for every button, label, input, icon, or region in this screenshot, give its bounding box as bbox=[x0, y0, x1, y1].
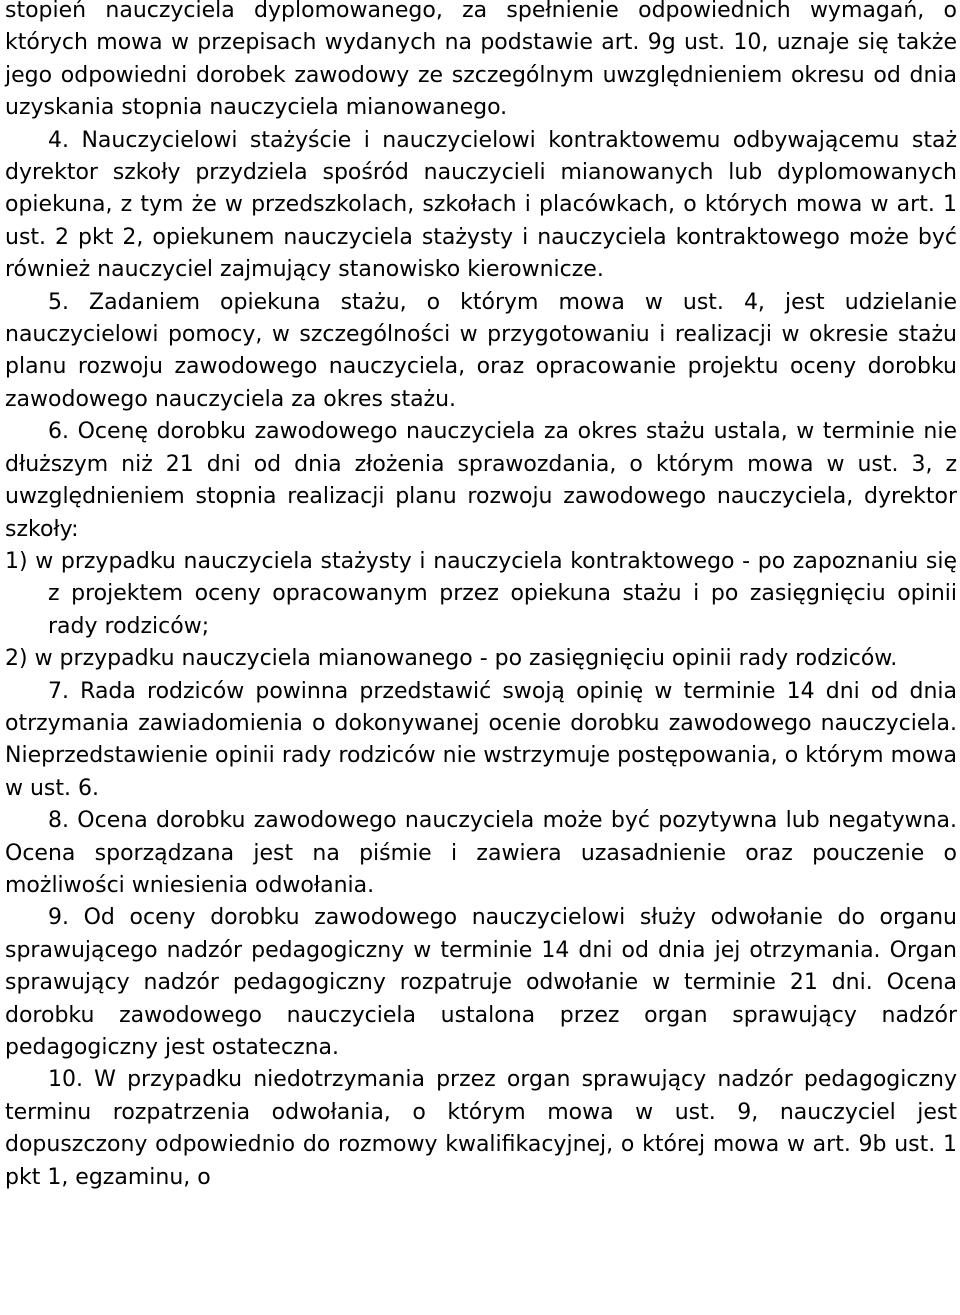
paragraph-6-item-1: 1) w przypadku nauczyciela stażysty i nauczyciela kontraktowego - po zapoznaniu się z projektem oceny opracowanym przez opiekuna stażu i po zasięgnięciu opinii rady rodziców; bbox=[5, 548, 957, 639]
paragraph-continuation: stopień nauczyciela dyplomowanego, za spełnienie odpowiednich wymagań, o których mowa w przepisach wydanych na podstawie art. 9g ust. 10, uznaje się także jego odpowiedni dorobek zawodowy ze szczególnym uwzględnieniem okresu od dnia uzyskania stopnia nauczyciela mianowanego. bbox=[5, 0, 957, 121]
paragraph-6: 6. Ocenę dorobku zawodowego nauczyciela za okres stażu ustala, w terminie nie dłuższym niż 21 dni od dnia złożenia sprawozdania, o którym mowa w ust. 3, z uwzględnieniem stopnia realizacji planu rozwoju zawodowego nauczyciela, dyrektor szkoły: bbox=[5, 419, 957, 542]
paragraph-8: 8. Ocena dorobku zawodowego nauczyciela może być pozytywna lub negatywna. Ocena sporządzana jest na piśmie i zawiera uzasadnienie oraz pouczenie o możliwości wniesienia odwołania. bbox=[5, 808, 957, 898]
paragraph-5: 5. Zadaniem opiekuna stażu, o którym mowa w ust. 4, jest udzielanie nauczycielowi pomocy, w szczególności w przygotowaniu i realizacji w okresie stażu planu rozwoju zawodowego nauczyciela, oraz opracowanie projektu oceny dorobku zawodowego nauczyciela za okres stażu. bbox=[5, 289, 957, 412]
paragraph-4: 4. Nauczycielowi stażyście i nauczycielowi kontraktowemu odbywającemu staż dyrektor szkoły przydziela spośród nauczycieli mianowanych lub dyplomowanych opiekuna, z tym że w przedszkolach, szkołach i placówkach, o których mowa w art. 1 ust. 2 pkt 2, opiekunem nauczyciela stażysty i nauczyciela kontraktowego może być również nauczyciel zajmujący stanowisko kierownicze. bbox=[5, 127, 957, 283]
paragraph-6-item-2: 2) w przypadku nauczyciela mianowanego - po zasięgnięciu opinii rady rodziców. bbox=[5, 646, 898, 672]
paragraph-7: 7. Rada rodziców powinna przedstawić swoją opinię w terminie 14 dni od dnia otrzymania zawiadomienia o dokonywanej ocenie dorobku zawodowego nauczyciela. Nieprzedstawienie opinii rady rodziców nie wstrzymuje postępowania, o którym mowa w ust. 6. bbox=[5, 678, 957, 801]
paragraph-10: 10. W przypadku niedotrzymania przez organ sprawujący nadzór pedagogiczny terminu rozpatrzenia odwołania, o którym mowa w ust. 9, nauczyciel jest dopuszczony odpowiednio do rozmowy kwalifikacyjnej, o której mowa w art. 9b ust. 1 pkt 1, egzaminu, o bbox=[5, 1067, 957, 1190]
paragraph-9: 9. Od oceny dorobku zawodowego nauczycielowi służy odwołanie do organu sprawującego nadzór pedagogiczny w terminie 14 dni od dnia jej otrzymania. Organ sprawujący nadzór pedagogiczny rozpatruje odwołanie w terminie 21 dni. Ocena dorobku zawodowego nauczyciela ustalona przez organ sprawujący nadzór pedagogiczny jest ostateczna. bbox=[5, 905, 957, 1060]
